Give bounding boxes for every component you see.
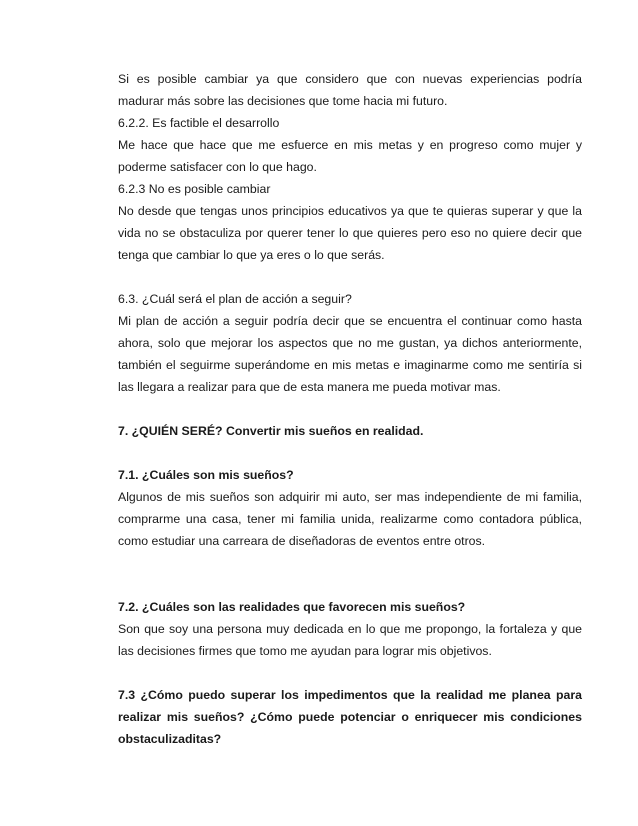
paragraph-effort-goals: Me hace que hace que me esfuerce en mis metas y en progreso como mujer y poderme satisfacer con lo que hago. (118, 138, 582, 174)
paragraph-realities: Son que soy una persona muy dedicada en lo que me propongo, la fortaleza y que las decisiones firmes que tomo me ayudan para lograr mis objetivos. (118, 622, 582, 658)
heading-7-2: 7.2. ¿Cuáles son las realidades que favorecen mis sueños? (118, 600, 466, 614)
paragraph-dreams: Algunos de mis sueños son adquirir mi auto, ser mas independiente de mi familia, comprarme una casa, tener mi familia unida, realizarme como contadora pública, como estudiar una carreara de diseñadoras de eventos entre otros. (118, 490, 582, 548)
paragraph-possible-change: Si es posible cambiar ya que considero que con nuevas experiencias podría madurar más sobre las decisiones que tome hacia mi futuro. (118, 72, 582, 108)
heading-7-1: 7.1. ¿Cuáles son mis sueños? (118, 468, 294, 482)
heading-6-3: 6.3. ¿Cuál será el plan de acción a seguir? (118, 292, 352, 306)
heading-6-2-2: 6.2.2. Es factible el desarrollo (118, 116, 280, 130)
heading-7: 7. ¿QUIÉN SERÉ? Convertir mis sueños en realidad. (118, 424, 424, 438)
heading-6-2-3: 6.2.3 No es posible cambiar (118, 182, 271, 196)
paragraph-principles: No desde que tengas unos principios educativos ya que te quieras superar y que la vida no se obstaculiza por querer tener lo que quieres pero eso no quiere decir que tenga que cambiar lo que ya eres o lo que serás. (118, 204, 582, 262)
heading-7-3: 7.3 ¿Cómo puedo superar los impedimentos que la realidad me planea para realizar mis sueños? ¿Cómo puede potenciar o enriquecer mis condiciones obstaculizaditas? (118, 688, 582, 746)
paragraph-action-plan: Mi plan de acción a seguir podría decir que se encuentra el continuar como hasta ahora, solo que mejorar los aspectos que no me gustan, ya dichos anteriormente, también el seguirme superándome en mis metas e imaginarme como me sentiría si las llegara a realizar para que de esta manera me pueda motivar mas. (118, 314, 582, 394)
document-body (118, 68, 582, 750)
